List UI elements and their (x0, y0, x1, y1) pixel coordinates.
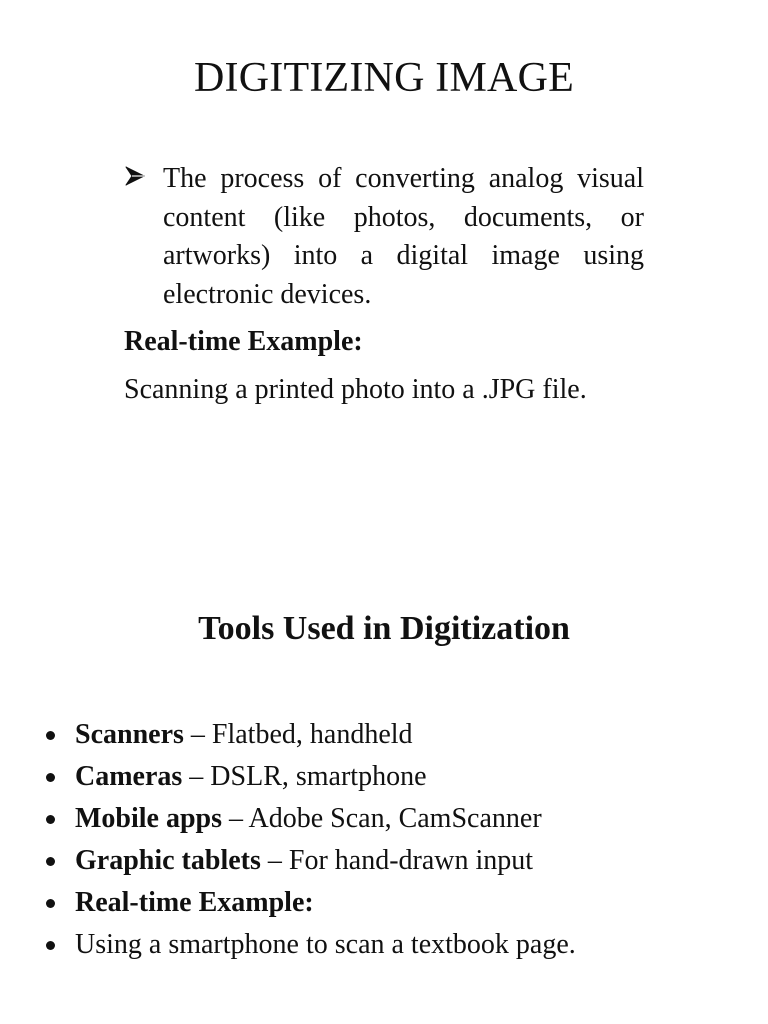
definition-block (124, 160, 644, 409)
tools-list (44, 714, 724, 966)
tool-separator: – (222, 803, 249, 834)
dot-bullet-icon (46, 899, 55, 908)
dot-bullet-icon (46, 773, 55, 782)
tools-example-text: Using a smartphone to scan a textbook page. (75, 929, 576, 960)
tool-name: Graphic tablets (75, 845, 261, 876)
tool-detail: Adobe Scan, CamScanner (248, 803, 542, 834)
definition-example-label: Real-time Example: (124, 326, 363, 357)
dot-bullet-icon (46, 857, 55, 866)
tool-name: Mobile apps (75, 803, 223, 834)
tool-detail: Flatbed, handheld (211, 719, 413, 750)
tool-detail: For hand-drawn input (288, 845, 534, 876)
arrow-bullet-icon (124, 165, 146, 187)
tools-example-label-item (44, 882, 724, 924)
tool-detail: DSLR, smartphone (210, 761, 427, 792)
tools-example-text-item (44, 924, 724, 966)
tool-name: Scanners (75, 719, 184, 750)
tool-name: Cameras (75, 761, 183, 792)
tool-separator: – (183, 719, 212, 750)
definition-example-text: Scanning a printed photo into a .JPG file. (124, 374, 587, 405)
dot-bullet-icon (46, 941, 55, 950)
tools-list-item (44, 798, 724, 840)
definition-item (124, 160, 644, 314)
tool-separator: – (182, 761, 211, 792)
tools-section-title: Tools Used in Digitization (198, 610, 570, 647)
tools-list-item (44, 756, 724, 798)
dot-bullet-icon (46, 731, 55, 740)
page-title: DIGITIZING IMAGE (194, 55, 574, 101)
tools-list-item (44, 714, 724, 756)
definition-text: The process of converting analog visual content (like photos, documents, or artworks) into a digital image using electronic devices. (163, 163, 644, 310)
tool-separator: – (260, 845, 289, 876)
tools-example-label: Real-time Example: (75, 887, 314, 918)
dot-bullet-icon (46, 815, 55, 824)
tools-list-item (44, 840, 724, 882)
